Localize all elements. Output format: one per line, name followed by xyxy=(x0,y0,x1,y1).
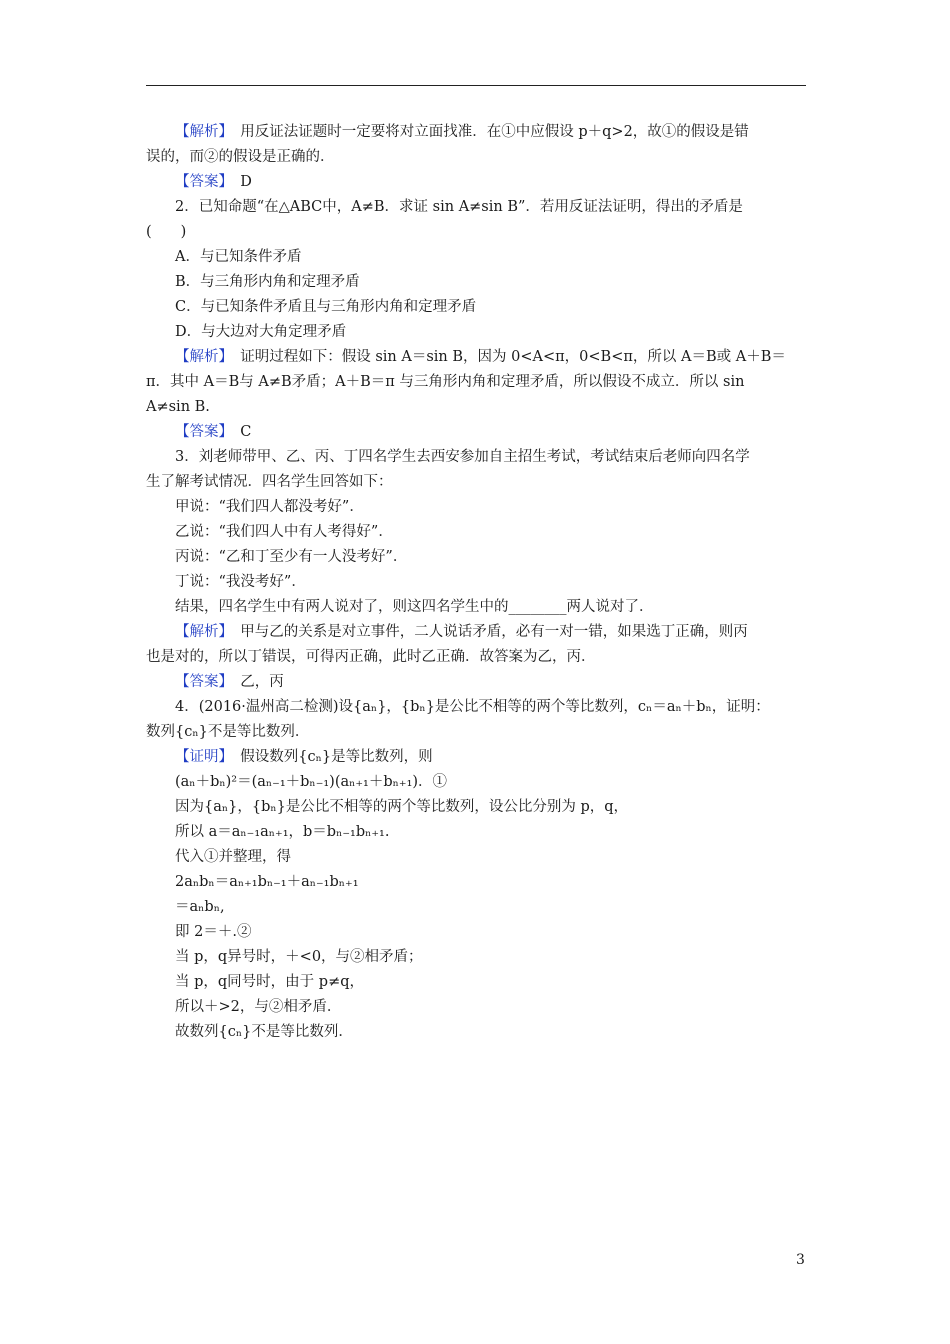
text-line: 甲说：“我们四人都没考好”． xyxy=(175,499,364,515)
text-line: 误的，而②的假设是正确的． xyxy=(146,149,335,165)
formula-line: (aₙ＋bₙ)²＝(aₙ₋₁＋bₙ₋₁)(aₙ₊₁＋bₙ₊₁)．① xyxy=(175,774,448,790)
text-line: 【解析】 甲与乙的关系是对立事件，二人说话矛盾，必有一对一错，如果选丁正确，则丙 xyxy=(175,624,748,640)
text-line: 丙说：“乙和丁至少有一人没考好”． xyxy=(175,549,408,565)
option-a: A．与已知条件矛盾 xyxy=(175,249,302,265)
formula-line: 2aₙbₙ＝aₙ₊₁bₙ₋₁＋aₙ₋₁bₙ₊₁ xyxy=(175,874,359,890)
option-d: D．与大边对大角定理矛盾 xyxy=(175,324,347,340)
text-line: 生了解考试情况．四名学生回答如下： xyxy=(146,474,393,490)
text-line: 代入①并整理，得 xyxy=(175,849,291,865)
text-line: A≠sin B. xyxy=(146,399,210,415)
text-line: 【答案】 C xyxy=(175,424,252,440)
section-tag: 【解析】 xyxy=(175,624,226,640)
text-line: 所以＋>2，与②相矛盾． xyxy=(175,999,342,1015)
text-line: 也是对的，所以丁错误，可得丙正确，此时乙正确．故答案为乙，丙． xyxy=(146,649,596,665)
question-2: 2．已知命题“在△ABC中，A≠B．求证 sin A≠sin B”．若用反证法证明，得出的矛盾是 xyxy=(175,199,743,215)
section-tag: 【答案】 xyxy=(175,674,226,690)
formula-line: 即 2＝＋.② xyxy=(175,924,252,940)
section-tag: 【答案】 xyxy=(175,174,226,190)
text-line: 乙说：“我们四人中有人考得好”． xyxy=(175,524,393,540)
document-body xyxy=(146,120,808,1045)
option-c: C．与已知条件矛盾且与三角形内角和定理矛盾 xyxy=(175,299,477,315)
section-tag: 【答案】 xyxy=(175,424,226,440)
formula-line: ＝aₙbₙ, xyxy=(175,899,225,915)
text-line: 故数列{cₙ}不是等比数列． xyxy=(175,1024,353,1040)
text-line: 【证明】 假设数列{cₙ}是等比数列，则 xyxy=(175,749,433,765)
page-number: 3 xyxy=(796,1252,805,1268)
question-4: 4．(2016·温州高二检测)设{aₙ}，{bₙ}是公比不相等的两个等比数列，cₙ＝aₙ＋bₙ，证明： xyxy=(175,699,770,715)
text-line: 【答案】 D xyxy=(175,174,252,190)
section-tag: 【解析】 xyxy=(175,124,226,140)
text-line: π．其中 A＝B与 A≠B矛盾；A＋B＝π 与三角形内角和定理矛盾，所以假设不成立．所以 sin xyxy=(146,374,745,390)
section-tag: 【证明】 xyxy=(175,749,226,765)
text-line: 当 p，q异号时，＋<0，与②相矛盾； xyxy=(175,949,423,965)
text-line: 【解析】 证明过程如下：假设 sin A＝sin B，因为 0<A<π，0<B<π，所以 A＝B或 A＋B＝ xyxy=(175,349,786,365)
header-rule xyxy=(146,85,806,86)
formula-line: 所以 a＝aₙ₋₁aₙ₊₁，b＝bₙ₋₁bₙ₊₁. xyxy=(175,824,390,840)
text-line: 当 p，q同号时，由于 p≠q， xyxy=(175,974,364,990)
option-b: B．与三角形内角和定理矛盾 xyxy=(175,274,360,290)
text-line: 因为{aₙ}，{bₙ}是公比不相等的两个等比数列，设公比分别为 p，q， xyxy=(175,799,629,815)
text-line: 结果，四名学生中有两人说对了，则这四名学生中的________两人说对了． xyxy=(175,599,654,615)
question-3: 3．刘老师带甲、乙、丙、丁四名学生去西安参加自主招生考试，考试结束后老师向四名学 xyxy=(175,449,750,465)
text-line: ( ) xyxy=(146,224,187,240)
text-line: 【答案】 乙，丙 xyxy=(175,674,284,690)
text-line: 【解析】 用反证法证题时一定要将对立面找准．在①中应假设 p＋q>2，故①的假设是错 xyxy=(175,124,749,140)
text-line: 丁说：“我没考好”． xyxy=(175,574,306,590)
section-tag: 【解析】 xyxy=(175,349,226,365)
text-line: 数列{cₙ}不是等比数列． xyxy=(146,724,310,740)
